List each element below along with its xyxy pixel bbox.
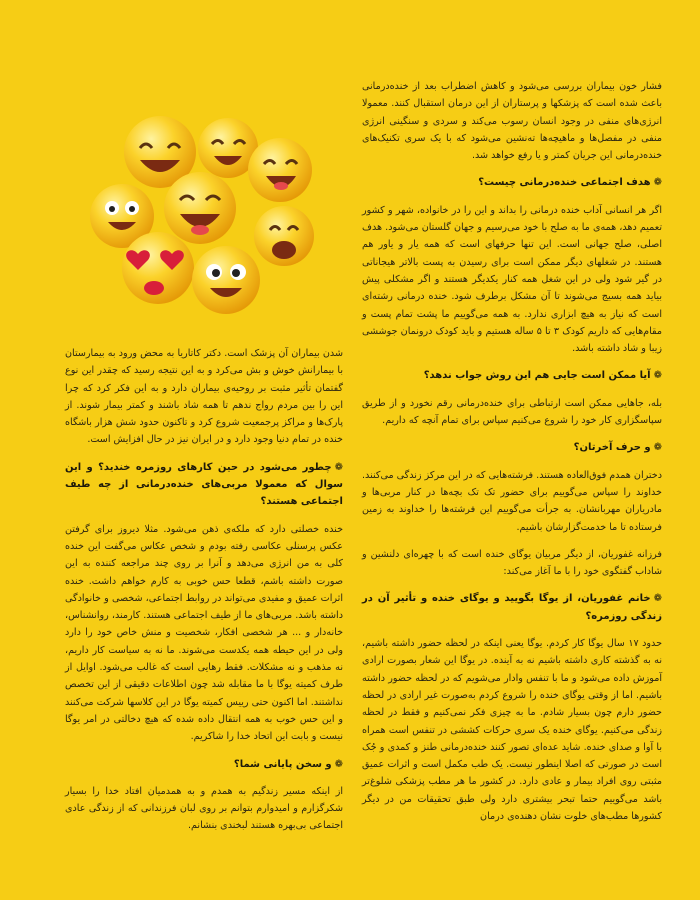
paragraph: اگر هر انسانی آداب خنده درمانی را بداند و این را در خانواده، شهر و کشور تعمیم دهد، همه‌ی ما به صلح با خود می‌رسیم و جهان گلستان می‌شود. هدف اصلی، صلح جهانی است. این تنها حرفهای است که همه یار و یاور هم هستند. در شغلهای دیگر ممکن است برای رسیدن به پست بالاتر هیجاناتی در گیر شود ولی در این شغل همه کنار یکدیگر هستند و اگر مشکلی پیش بیاید همه بسیج می‌شوند تا آن مشکل برطرف شود. خنده درمانی رشته‌ای است که نیاز به هیچ ابزاری ندارد. به همه می‌گوییم ما پشت تمام پست و مقام‌هایی که داریم کودک ۳ تا ۵ ساله هستیم و باید کودک درونمان جوششی زیبا و شاد داشته باشد. <box>362 204 662 355</box>
laughing-emoji-icon <box>254 206 314 266</box>
bullet-icon: ❁ <box>334 461 343 473</box>
bullet-icon: ❁ <box>653 442 662 454</box>
laughing-emoji-icon <box>164 172 236 244</box>
question-text: خانم غفوریان، از یوگا بگویید و یوگای خنده و تأثیر آن در زندگی روزمره؟ <box>362 593 662 622</box>
paragraph: حدود ۱۷ سال یوگا کار کردم. یوگا یعنی اینکه در لحظه حضور داشته باشیم، نه به گذشته کاری داشته باشیم نه به آینده. در یوگا این شعار بصورت ارادی آموزش داده می‌شود و ما با تنفس وادار می‌شویم که در لحظه حضور داشته باشیم. اما از وقتی یوگای خنده را شروع کردم به‌صورت غیر ارادی در لحظه حضور دارم چون بسیار شادم. ما به چیزی فکر نمی‌کنیم و فقط در لحظه زندگی می‌کنیم. یوگای خنده یک سری حرکات کششی در تنفس است همراه با آوا و صدای خنده. شاید عده‌ای تصور کنند خنده‌درمانی طنز و کمدی و جُک است در صورتی که اصلا اینطور نیست. یک طب مکمل است و اثرات عمیق مثبتی روی افراد بیمار و عادی دارد. در کشور ما هر مطب پزشکی شلوغ‌تر باشد می‌گوییم حتما تبحر بیشتری دارد ولی طبق تحقیقات من در دیگر کشورها مطب‌های خلوت نشان دهنده‌ی درمان <box>362 638 663 822</box>
paragraph: دختران همدم فوق‌العاده هستند. فرشته‌هایی که در این مرکز زندگی می‌کنند. خداوند را سپاس می‌گوییم برای حضور تک تک بچه‌ها در کنار مربی‌ها و مادریاران مهربانشان. به جرأت می‌گوییم این فرشته‌ها را خداوند به زمین فرستاده تا ما خدمت‌گزارشان باشیم. <box>362 469 662 533</box>
paragraph: بله، جاهایی ممکن است ارتباطی برای خنده‌درمانی رقم نخورد و از طریق سپاسگزاری کار خود را شروع می‌کنیم سپاس برای تمام آنچه که داریم. <box>362 397 662 427</box>
question-text: هدف اجتماعی خنده‌درمانی چیست؟ <box>478 177 651 189</box>
laughing-emoji-icon <box>248 138 312 202</box>
laughing-emoji-icon <box>192 246 260 314</box>
paragraph: شدن بیماران آن پزشک است. دکتر کاتاریا به محض ورود به بیمارستان با بیمارانش خوش و بش می‌کرد و به این نتیجه رسید که چقدر این نوع گفتمان تأثیر مثبت بر روحیه‌ی بیماران دارد و به این فکر کرد که چرا این را بین مردم رواج ندهم تا همه شاد باشند و کمتر بیمار شوند. از پارک‌ها و مراکز پرجمعیت شروع کرد و تاکنون حدود شش هزار باشگاه خنده در تمام دنیا وجود دارد و در ایران نیز در حال افزایش است. <box>65 348 343 446</box>
question-heading <box>362 174 662 191</box>
heart-eyes-emoji-icon <box>122 232 194 304</box>
bullet-icon: ❁ <box>334 758 343 770</box>
paragraph: فرزانه غفوریان، از دیگر مربیان یوگای خنده است که با چهره‌ای دلنشین و شاداب گفتگوی خود را با ما آغاز می‌کند: <box>362 548 662 578</box>
question-heading <box>65 459 343 511</box>
question-text: و سخن پایانی شما؟ <box>233 758 332 770</box>
question-text: و حرف آخرتان؟ <box>573 442 651 454</box>
paragraph: از اینکه مسیر زندگیم به همدم و به همدمیان افتاد خدا را بسیار شکرگزارم و امیدوارم بتوانم بر روی لبان فرزندانی که از زندگی عادی اجتماعی بی‌بهره هستند لبخندی بنشانم. <box>65 785 343 832</box>
question-text: آیا ممکن است جایی هم این روش جواب ندهد؟ <box>423 370 651 382</box>
question-heading <box>65 756 343 773</box>
paragraph: فشار خون بیماران بررسی می‌شود و کاهش اضطراب بعد از خنده‌درمانی باعث شده است که پزشکها و پرستاران از این درمان استقبال کنند. معمولا انرژی‌های منفی در وجود انسان رسوب می‌کند و سردی و سنگینی انرژی منفی در مفصل‌ها و ماهیچه‌ها ته‌نشین می‌شود که با یک سری تکنیک‌های خنده‌درمانی این جریان کمتر و یا رفع خواهد شد. <box>362 81 662 162</box>
question-heading <box>362 590 662 625</box>
paragraph: خنده خصلتی دارد که ملکه‌ی ذهن می‌شود. مثلا دیروز برای گرفتن عکس پرسنلی عکاسی رفته بودم و شخص عکاس می‌گفت این خنده کلی به من انرژی می‌دهد و آنرا بر روی چند مراجعه کننده به این صورت داشته باشم، قطعا حس خوبی به کارم خواهم داشت. خنده اثرات عمیق و مفیدی می‌تواند در روابط اجتماعی، شخصی و خانوادگی داشته باشد. مربی‌های ما از طیف اجتماعی هستند. کارمند، روانشناس، خانه‌دار و ... هر شخصی افکار، شخصیت و منش خاص خود را دارد ولی در این حیطه همه یکدست می‌شوند. ما نه به سیاست کار داریم، نه مذهب و نه مشکلات. فقط رهایی است که غالب می‌شود. اوایل از طرف کمیته یوگا با ما مقابله شد چون اطلاعات دقیقی از این تخصص نداشتند. اما اکنون حتی رییس کمیته یوگا در این کلاسها شرکت می‌کنند و این حس خوب به همه انتقال داده شده که هیچ دخالتی در امر یوگا نیست و بابت این اتحاد خدا را شاکریم. <box>65 523 343 743</box>
emoji-cluster-illustration <box>88 108 320 328</box>
question-heading <box>362 367 662 384</box>
question-text: چطور می‌شود در حین کارهای روزمره خندید؟ و این سوال که معمولا مربی‌های خنده‌درمانی از چه طیف اجتماعی هستند؟ <box>65 461 343 508</box>
question-heading <box>362 439 662 456</box>
right-text-column <box>362 78 662 878</box>
bullet-icon: ❁ <box>653 593 662 605</box>
bullet-icon: ❁ <box>653 370 662 382</box>
bullet-icon: ❁ <box>653 177 662 189</box>
left-text-column <box>65 345 343 865</box>
